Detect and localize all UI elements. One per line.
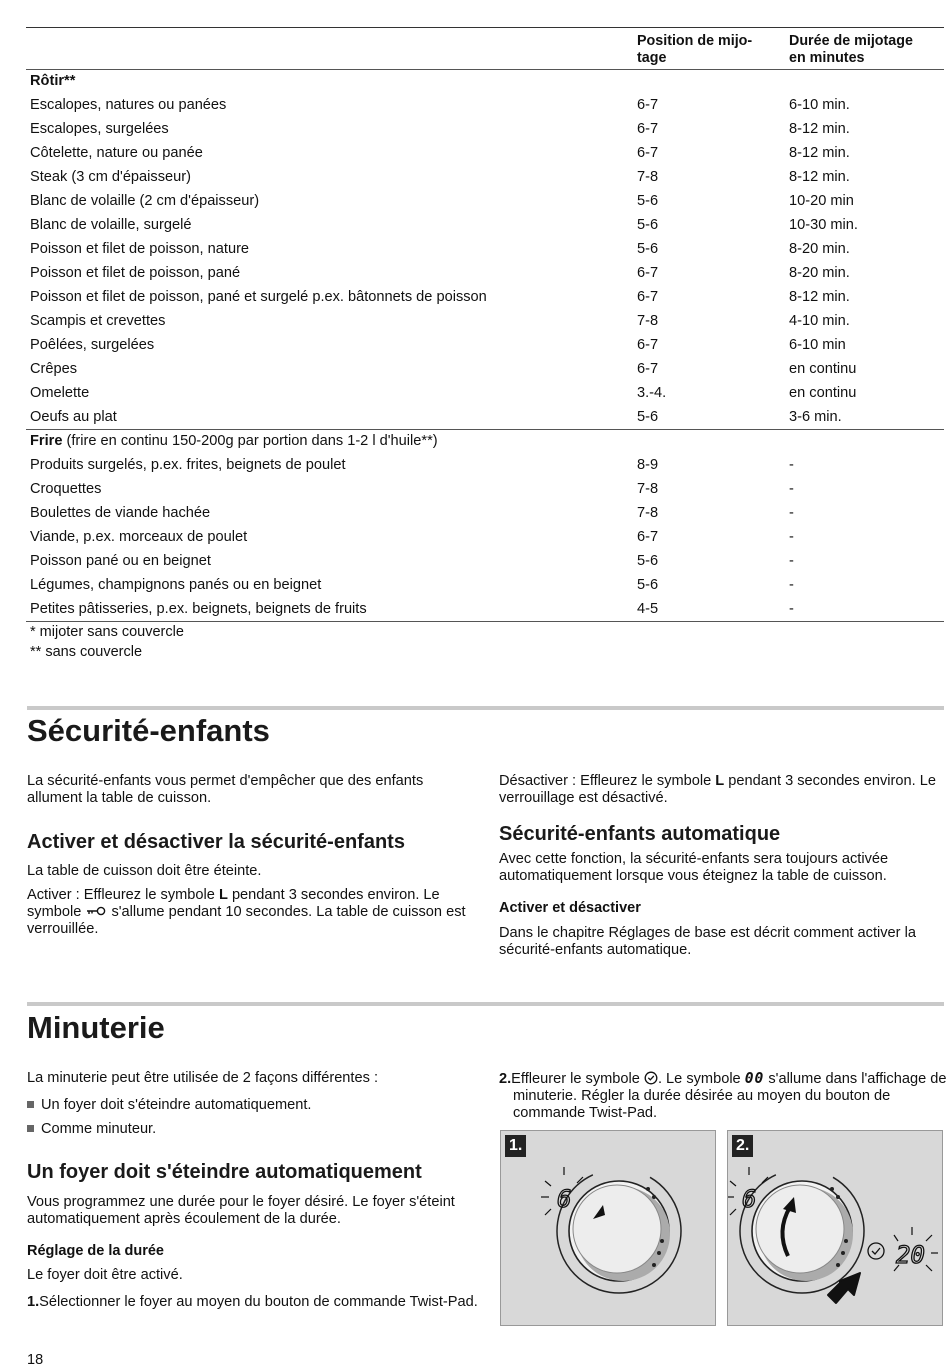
table-row xyxy=(26,117,944,141)
cell-food: Poisson et filet de poisson, nature xyxy=(30,241,250,257)
table-row xyxy=(26,597,944,622)
cooking-table xyxy=(26,27,944,622)
table-row xyxy=(26,309,944,333)
cell-position: 6-7 xyxy=(637,361,659,377)
cell-position: 7-8 xyxy=(637,169,659,185)
cell-duration: 6-10 min. xyxy=(789,97,850,113)
figure-step-1 xyxy=(500,1130,716,1326)
cell-food: Poisson pané ou en beignet xyxy=(30,553,211,569)
cell-duration: 8-12 min. xyxy=(789,169,850,185)
cell-food: Côtelette, nature ou panée xyxy=(30,145,203,161)
cell-duration: 6-10 min xyxy=(789,337,846,353)
figure-label-1: 1. xyxy=(505,1135,526,1157)
section-title: Frire xyxy=(30,433,63,449)
cell-duration: - xyxy=(789,481,794,497)
section-divider xyxy=(27,706,944,710)
bullet-square-icon xyxy=(27,1125,34,1132)
header-col-position: Position de mijo- tage xyxy=(637,33,753,66)
cell-food: Croquettes xyxy=(30,481,102,497)
heading-auto-security: Sécurité-enfants automatique xyxy=(499,823,781,845)
table-section-row xyxy=(26,430,944,454)
table-row xyxy=(26,261,944,285)
cell-food: Blanc de volaille (2 cm d'épaisseur) xyxy=(30,193,260,209)
table-row xyxy=(26,477,944,501)
table-row xyxy=(26,285,944,309)
cell-food: Poêlées, surgelées xyxy=(30,337,155,353)
text-auto-security: Avec cette fonction, la sécurité-enfants sera toujours activée automatiquement lorsque vous éteignez la table de cuisson. xyxy=(499,851,889,884)
table-row xyxy=(26,141,944,165)
cell-position: 5-6 xyxy=(637,409,659,425)
section-title-timer: Minuterie xyxy=(27,1010,165,1045)
cell-position: 3.-4. xyxy=(637,385,667,401)
heading-auto-off: Un foyer doit s'éteindre automatiquement xyxy=(27,1161,422,1183)
cell-duration: 10-30 min. xyxy=(789,217,858,233)
table-section-row xyxy=(26,70,944,94)
table-row xyxy=(26,501,944,525)
table-row xyxy=(26,189,944,213)
display-00-symbol: 00 xyxy=(744,1070,765,1087)
cell-duration: - xyxy=(789,505,794,521)
cell-position: 4-5 xyxy=(633,597,785,622)
cell-food: Petites pâtisseries, p.ex. beignets, beignets de fruits xyxy=(26,597,633,622)
cell-position: 6-7 xyxy=(637,121,659,137)
figure-digit-1: 6 xyxy=(557,1185,572,1213)
text-auto-off: Vous programmez une durée pour le foyer désiré. Le foyer s'éteint automatiquement après écoulement de la durée. xyxy=(27,1194,455,1227)
cell-position: 5-6 xyxy=(637,217,659,233)
table-row xyxy=(26,357,944,381)
cell-food: Scampis et crevettes xyxy=(30,313,166,329)
cell-position: 6-7 xyxy=(637,97,659,113)
figure-timer-value: 20 xyxy=(896,1241,925,1269)
cell-food: Steak (3 cm d'épaisseur) xyxy=(30,169,191,185)
heading-on-off: Activer et désactiver xyxy=(499,900,641,916)
cell-food: Escalopes, surgelées xyxy=(30,121,169,137)
step-1: 1.Sélectionner le foyer au moyen du bouton de commande Twist-Pad. xyxy=(27,1294,478,1310)
table-row xyxy=(26,573,944,597)
table-row xyxy=(26,525,944,549)
table-row xyxy=(26,213,944,237)
cell-food: Légumes, champignons panés ou en beignet xyxy=(30,577,322,593)
cell-duration: 10-20 min xyxy=(789,193,854,209)
cell-food: Escalopes, natures ou panées xyxy=(30,97,227,113)
heading-setting: Réglage de la durée xyxy=(27,1243,164,1259)
cell-food: Poisson et filet de poisson, pané et surgelé p.ex. bâtonnets de poisson xyxy=(30,289,487,305)
cell-duration: 8-12 min. xyxy=(789,289,850,305)
cell-duration: en continu xyxy=(789,385,857,401)
cell-duration: 8-20 min. xyxy=(789,241,850,257)
cell-position: 6-7 xyxy=(637,145,659,161)
cell-position: 5-6 xyxy=(637,577,659,593)
cell-food: Omelette xyxy=(30,385,90,401)
figure-digit-2: 6 xyxy=(742,1185,757,1213)
section-divider xyxy=(27,1002,944,1006)
figure-label-2: 2. xyxy=(732,1135,753,1157)
table-row xyxy=(26,165,944,189)
cell-duration: - xyxy=(789,457,794,473)
text-activate: Activer : Effleurez le symbole L pendant 3 secondes environ. Le symbole s'allume pendant 10 secondes. La table de cuisson est verrouillée. xyxy=(27,887,466,937)
table-row xyxy=(26,453,944,477)
cell-duration: 3-6 min. xyxy=(789,409,842,425)
table-row xyxy=(26,333,944,357)
cell-position: 6-7 xyxy=(637,529,659,545)
cell-duration: 8-12 min. xyxy=(789,121,850,137)
page-number: 18 xyxy=(27,1352,44,1368)
section-title-security: Sécurité-enfants xyxy=(27,713,270,748)
cell-duration: en continu xyxy=(789,361,857,377)
text-off-required: La table de cuisson doit être éteinte. xyxy=(27,863,262,879)
twistpad-illustration-1 xyxy=(501,1131,717,1327)
table-row xyxy=(26,405,944,430)
header-col-food xyxy=(26,28,633,70)
cell-food: Blanc de volaille, surgelé xyxy=(30,217,192,233)
figure-step-2 xyxy=(727,1130,943,1326)
cell-food: Viande, p.ex. morceaux de poulet xyxy=(30,529,248,545)
footnote-1: * mijoter sans couvercle xyxy=(30,624,184,640)
section-title: Rôtir** xyxy=(30,73,76,89)
text-active-required: Le foyer doit être activé. xyxy=(27,1267,183,1283)
cell-duration: - xyxy=(789,529,794,545)
text-on-off: Dans le chapitre Réglages de base est décrit comment activer la sécurité-enfants automatique. xyxy=(499,925,916,958)
timer-clock-icon xyxy=(644,1071,658,1085)
footnote-2: ** sans couvercle xyxy=(30,644,143,660)
bullet-square-icon xyxy=(27,1101,34,1108)
table-header-row xyxy=(26,28,944,70)
cell-food: Boulettes de viande hachée xyxy=(30,505,211,521)
header-col-duration: Durée de mijotage en minutes xyxy=(789,33,913,66)
text-deactivate: Désactiver : Effleurez le symbole L pendant 3 secondes environ. Le verrouillage est désactivé. xyxy=(499,773,936,806)
cell-duration: - xyxy=(789,553,794,569)
cell-position: 7-8 xyxy=(637,313,659,329)
key-lock-icon xyxy=(85,906,107,916)
timer-clock-icon xyxy=(868,1243,884,1259)
cell-position: 7-8 xyxy=(637,481,659,497)
table-row xyxy=(26,381,944,405)
table-row xyxy=(26,549,944,573)
twistpad-illustration-2 xyxy=(728,1131,944,1327)
cell-duration: 8-20 min. xyxy=(789,265,850,281)
security-intro: La sécurité-enfants vous permet d'empêcher que des enfants allument la table de cuisson. xyxy=(27,773,424,806)
section-note: (frire en continu 150-200g par portion dans 1-2 l d'huile**) xyxy=(62,433,438,449)
table-row xyxy=(26,237,944,261)
cell-position: 6-7 xyxy=(637,265,659,281)
cell-position: 7-8 xyxy=(637,505,659,521)
timer-intro: La minuterie peut être utilisée de 2 façons différentes : xyxy=(27,1070,379,1086)
cell-position: 5-6 xyxy=(637,553,659,569)
cell-position: 5-6 xyxy=(637,193,659,209)
heading-activate: Activer et désactiver la sécurité-enfants xyxy=(27,831,405,853)
table-row xyxy=(26,93,944,117)
cell-duration: - xyxy=(789,577,794,593)
cell-food: Produits surgelés, p.ex. frites, beignets de poulet xyxy=(30,457,346,473)
bullet-item: Un foyer doit s'éteindre automatiquement. xyxy=(27,1097,312,1114)
cell-duration: 4-10 min. xyxy=(789,313,850,329)
cell-position: 5-6 xyxy=(637,241,659,257)
cell-food: Poisson et filet de poisson, pané xyxy=(30,265,241,281)
cell-duration: - xyxy=(785,597,944,622)
cell-food: Crêpes xyxy=(30,361,78,377)
cell-food: Oeufs au plat xyxy=(30,409,117,425)
step-2: 2.Effleurer le symbole . Le symbole 00 s'allume dans l'affichage de minuterie. Régler la durée désirée au moyen du bouton de commande Twist-Pad. xyxy=(499,1070,947,1121)
cell-position: 6-7 xyxy=(637,337,659,353)
cell-position: 6-7 xyxy=(637,289,659,305)
bullet-item: Comme minuteur. xyxy=(27,1121,156,1138)
cell-duration: 8-12 min. xyxy=(789,145,850,161)
cell-position: 8-9 xyxy=(637,457,659,473)
